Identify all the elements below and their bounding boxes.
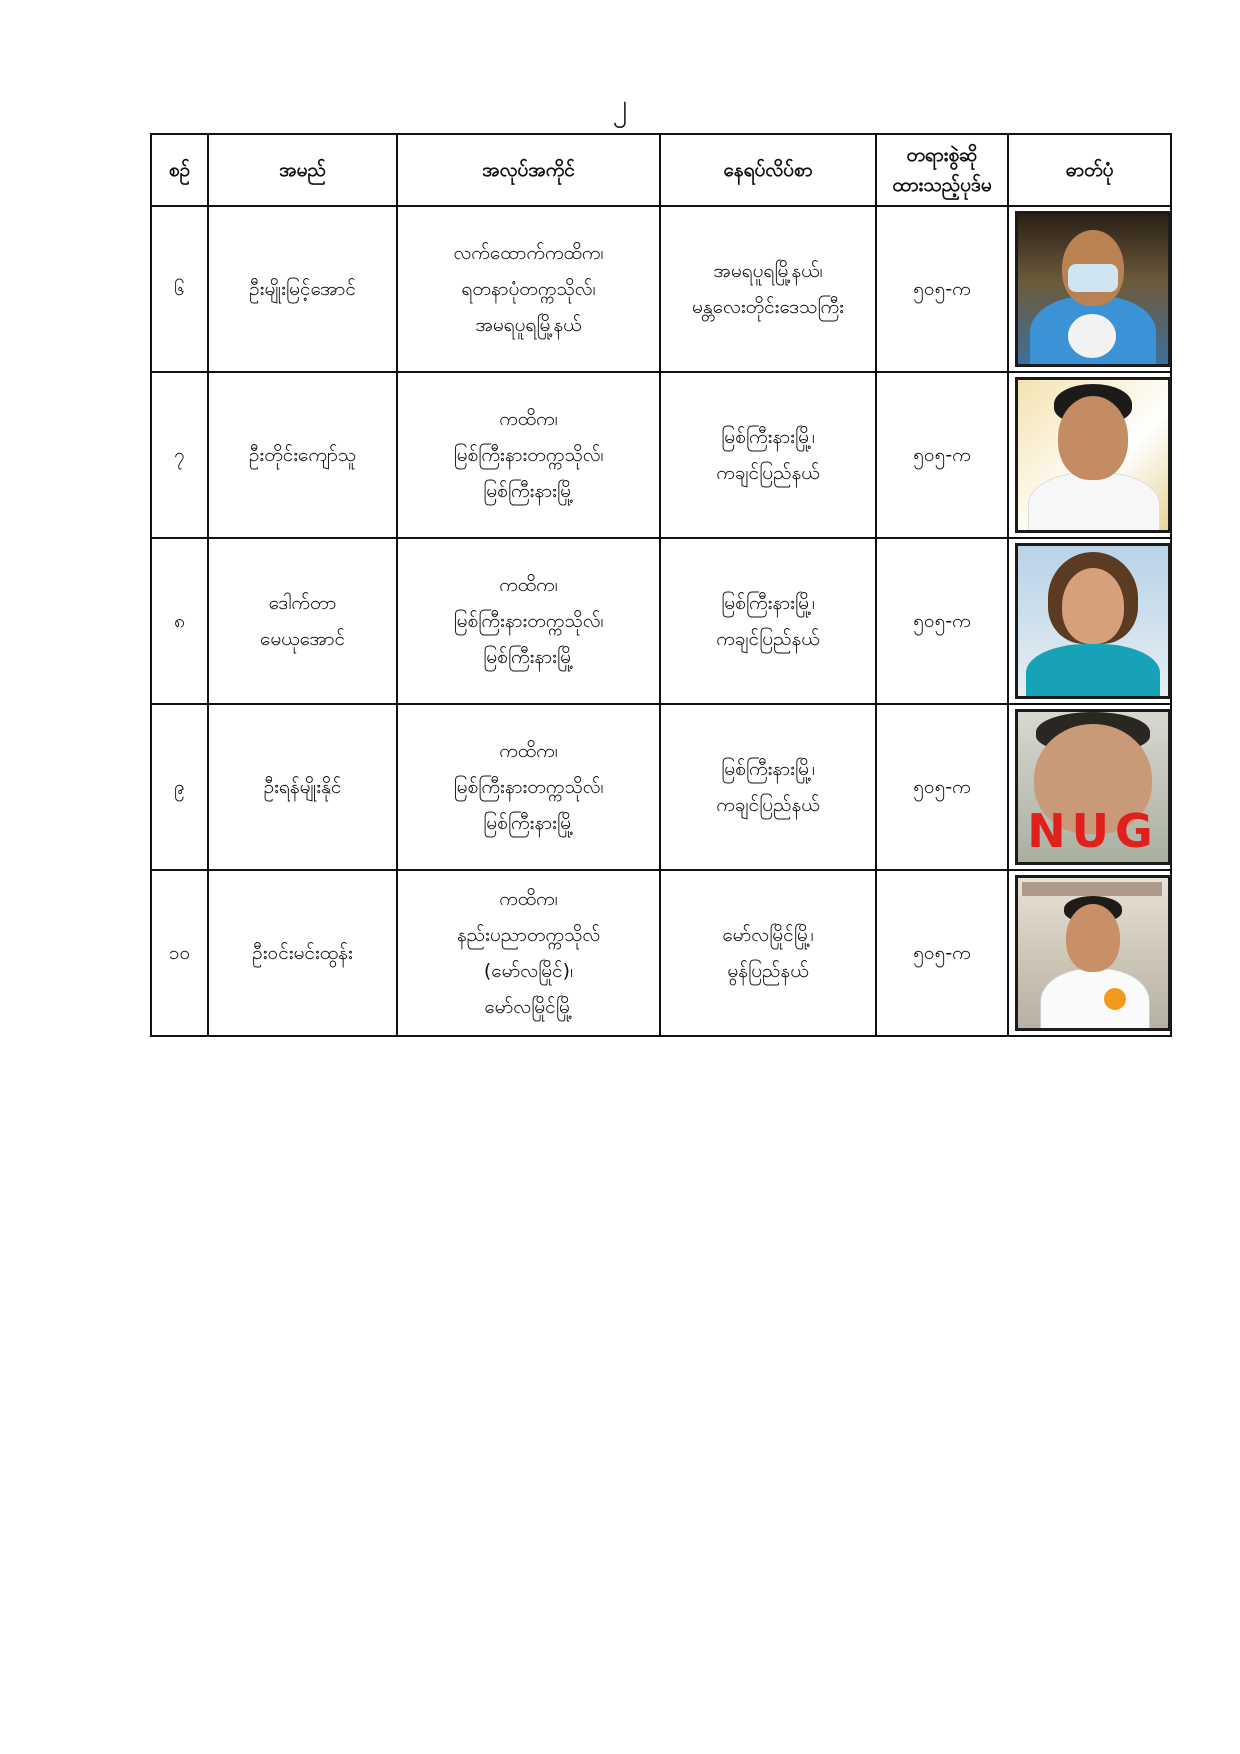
cell-name: ဦးရန်မျိုးနိုင် bbox=[208, 704, 397, 870]
accused-lecturers-table bbox=[150, 133, 1172, 1037]
cell-name: ဦးမျိုးမြင့်အောင် bbox=[208, 206, 397, 372]
cell-photo bbox=[1008, 704, 1171, 870]
portrait-photo bbox=[1015, 709, 1171, 865]
cell-occupation: ကထိက၊ မြစ်ကြီးနားတက္ကသိုလ်၊ မြစ်ကြီးနားမြို့ bbox=[397, 372, 660, 538]
table-row bbox=[151, 538, 1171, 704]
portrait-photo bbox=[1015, 543, 1171, 699]
page-number: ၂ bbox=[612, 88, 628, 123]
cell-charge-section: ၅၀၅-က bbox=[876, 704, 1008, 870]
header-charge-section: တရားစွဲဆို ထားသည့်ပုဒ်မ bbox=[876, 134, 1008, 206]
table-header-row bbox=[151, 134, 1171, 206]
header-name: အမည် bbox=[208, 134, 397, 206]
portrait-photo bbox=[1015, 875, 1171, 1031]
cell-no: ၁၀ bbox=[151, 870, 208, 1036]
cell-occupation: ကထိက၊ နည်းပညာတက္ကသိုလ် (မော်လမြိုင်)၊ မော်လမြိုင်မြို့ bbox=[397, 870, 660, 1036]
cell-no: ၇ bbox=[151, 372, 208, 538]
cell-name: ဒေါက်တာ မေယုအောင် bbox=[208, 538, 397, 704]
header-address: နေရပ်လိပ်စာ bbox=[660, 134, 876, 206]
portrait-photo bbox=[1015, 211, 1171, 367]
table-row bbox=[151, 704, 1171, 870]
cell-name: ဦးတိုင်းကျော်သူ bbox=[208, 372, 397, 538]
cell-address: မြစ်ကြီးနားမြို့၊ ကချင်ပြည်နယ် bbox=[660, 372, 876, 538]
table-row bbox=[151, 870, 1171, 1036]
cell-charge-section: ၅၀၅-က bbox=[876, 538, 1008, 704]
cell-charge-section: ၅၀၅-က bbox=[876, 206, 1008, 372]
nug-logo-overlay: NUG bbox=[1027, 804, 1159, 858]
cell-occupation: ကထိက၊ မြစ်ကြီးနားတက္ကသိုလ်၊ မြစ်ကြီးနားမြို့ bbox=[397, 704, 660, 870]
cell-photo bbox=[1008, 206, 1171, 372]
cell-address: အမရပူရမြို့နယ်၊ မန္တလေးတိုင်းဒေသကြီး bbox=[660, 206, 876, 372]
cell-photo bbox=[1008, 372, 1171, 538]
cell-photo bbox=[1008, 870, 1171, 1036]
cell-address: မြစ်ကြီးနားမြို့၊ ကချင်ပြည်နယ် bbox=[660, 538, 876, 704]
header-occupation: အလုပ်အကိုင် bbox=[397, 134, 660, 206]
portrait-photo bbox=[1015, 377, 1171, 533]
cell-no: ၉ bbox=[151, 704, 208, 870]
cell-no: ၆ bbox=[151, 206, 208, 372]
header-no: စဉ် bbox=[151, 134, 208, 206]
table-row bbox=[151, 372, 1171, 538]
cell-charge-section: ၅၀၅-က bbox=[876, 372, 1008, 538]
cell-occupation: ကထိက၊ မြစ်ကြီးနားတက္ကသိုလ်၊ မြစ်ကြီးနားမြို့ bbox=[397, 538, 660, 704]
cell-address: မြစ်ကြီးနားမြို့၊ ကချင်ပြည်နယ် bbox=[660, 704, 876, 870]
cell-no: ၈ bbox=[151, 538, 208, 704]
header-photo: ဓာတ်ပုံ bbox=[1008, 134, 1171, 206]
cell-occupation: လက်ထောက်ကထိက၊ ရတနာပုံတက္ကသိုလ်၊ အမရပူရမြို့နယ် bbox=[397, 206, 660, 372]
cell-name: ဦးဝင်းမင်းထွန်း bbox=[208, 870, 397, 1036]
table-row bbox=[151, 206, 1171, 372]
cell-photo bbox=[1008, 538, 1171, 704]
cell-charge-section: ၅၀၅-က bbox=[876, 870, 1008, 1036]
cell-address: မော်လမြိုင်မြို့၊ မွန်ပြည်နယ် bbox=[660, 870, 876, 1036]
